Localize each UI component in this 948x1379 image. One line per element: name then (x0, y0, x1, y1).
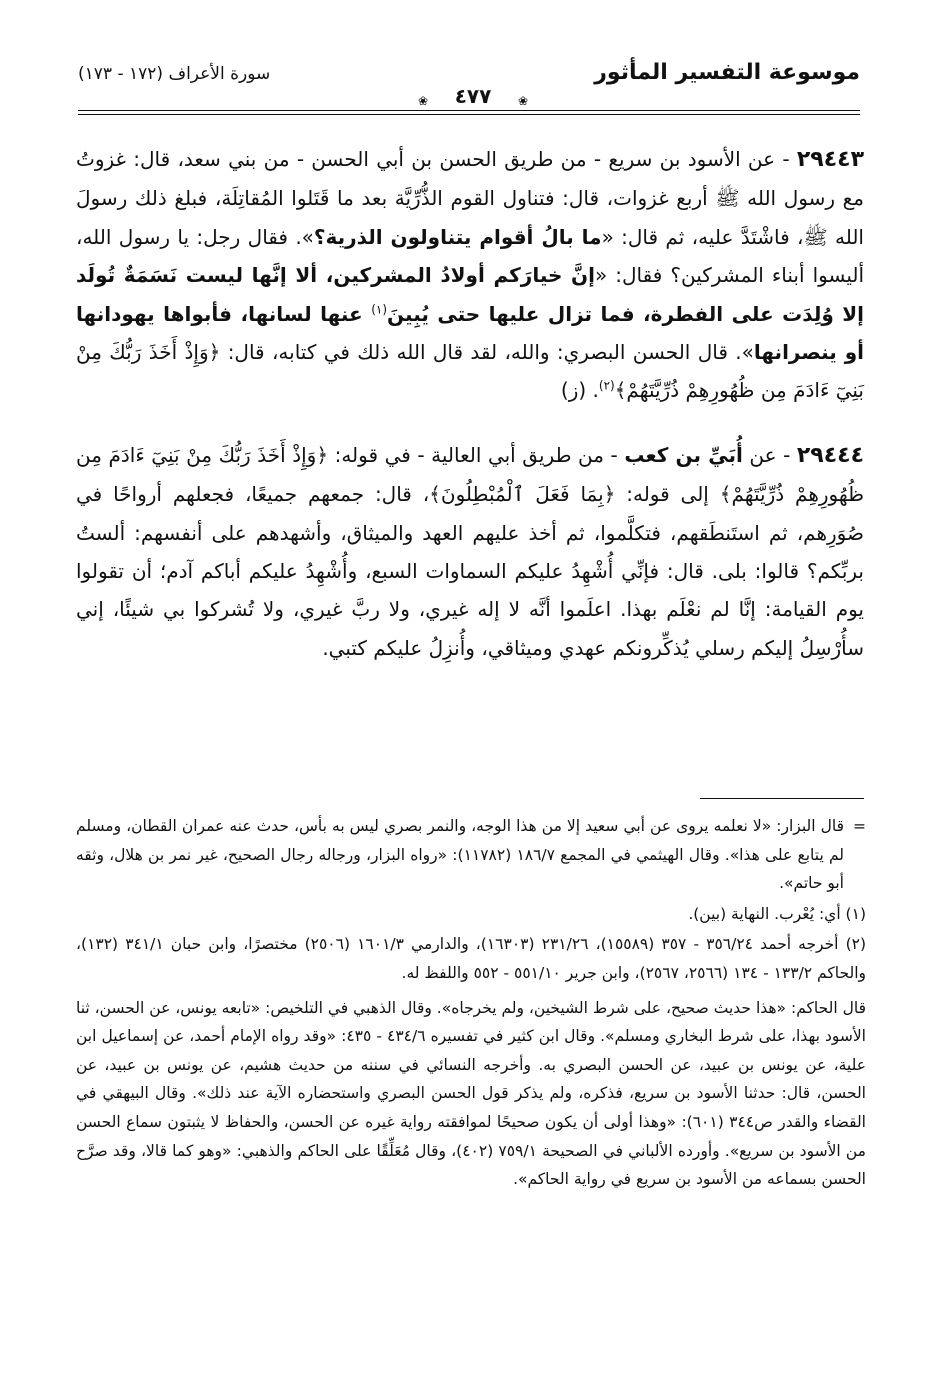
footnote-1: (١) أي: يُعْرب. النهاية (بين). (688, 904, 866, 923)
footnote-2-commentary: قال الحاكم: «هذا حديث صحيح، على شرط الشيخين، ولم يخرجاه». وقال الذهبي في التلخيص: «تابعه يونس، عن الحسن، ثنا الأسود بهذا، على شرط البخاري ومسلم». وقال ابن كثير في تفسيره ٤٣٤/٦ - ٤٣٥: «وقد رواه الإمام أحمد، عن إسماعيل ابن علية، عن يونس بن عبيد، عن الحسن البصري به. وأخرجه النسائي في سننه من حديث هشيم، عن يونس بن عبيد، عن الحسن، قال: حدثنا الأسود بن سريع، فذكره، ولم يذكر قول الحسن البصري واستحضاره الآية عند ذلك». وقال البيهقي في القضاء والقدر ص٣٤٤ (٦٠١): «وهذا أولى أن يكون صحيحًا لموافقته رواية غيره عن الحسن، والحفاظ لا يثبتون سماع الحسن من الأسود بن سريع». وأورده الألباني في الصحيحة ٧٥٩/١ (٤٠٢)، وقال مُعَلِّقًا على الحاكم والذهبي: «وهو كما قالا، وقد صرَّح الحسن بسماعه من الأسود بن سريع في رواية الحاكم». (76, 998, 866, 1189)
main-text (76, 140, 864, 667)
ornament-right-icon: ❀ (518, 94, 529, 108)
footnote-continuation-text: قال البزار: «لا نعلمه يروى عن أبي سعيد إلا من هذا الوجه، والنمر بصري ليس به بأس، حدث عنه عمران القطان، ومسلم لم يتابع على هذا». وقال الهيثمي في المجمع ١٨٦/٧ (١١٧٨٢): «رواه البزار، ورجاله رجال الصحيح، غير نمر بن هلال، وثقه أبو حاتم». (76, 817, 844, 893)
header-rule (78, 110, 860, 111)
text-segment: ». قال الحسن البصري: والله، لقد قال الله ذلك في كتابه، قال: ﴿وَإِذْ أَخَذَ رَبُّكَ مِنْ بَنِيٓ ءَادَمَ مِن ظُهُورِهِمْ ذُرِّيَّتَهُمْ﴾ (76, 340, 864, 403)
running-header (78, 52, 860, 106)
surah-reference: سورة الأعراف (١٧٢ - ١٧٣) (78, 64, 271, 84)
text-segment: - من طريق أبي العالية - في قوله: ﴿وَإِذْ أَخَذَ رَبُّكَ مِنْ بَنِيٓ ءَادَمَ مِن ظُهُورِهِمْ ذُرِّيَّتَهُمْ﴾ إلى قوله: ﴿بِمَا فَعَلَ ٱلْمُبْطِلُونَ﴾، قال: جمعهم جميعًا، فجعلهم أرواحًا في صُوَرِهم، ثم استَنطَقهم، فتكلَّموا، ثم أخذ عليهم العهد والميثاق، وأشهدهم على أنفسهم: ألستُ بربِّكم؟ قالوا: بلى. قال: فإنِّي أُشْهِدُ عليكم السماوات السبع، وأُشْهِدُ عليكم أباكم آدم؛ أن تقولوا يوم القيامة: إنَّا لم نعْلَم بهذا. اعلَموا أنَّه لا إله غيري، ولا ربَّ غيري، ولا تُشركوا بي شيئًا، إني سأُرْسِلُ إليكم رسلي يُذكِّرونكم عهدي وميثاقي، وأُنزِلُ عليكم كتبي. (76, 442, 864, 660)
text-segment: ». فقال رجل: يا رسول الله، أليسوا أبناء المشركين؟ فقال: « (76, 224, 864, 288)
entry-number: ٢٩٤٤٤ (796, 442, 864, 468)
hadith-text: ما بالُ أقوام يتناولون الذرية؟ (313, 224, 602, 249)
text-segment: - عن (742, 442, 797, 467)
page-number: ٤٧٧ (454, 84, 492, 108)
hadith-text: إنَّ خيارَكم أولادُ المشركين، ألا إنَّها ليست نَسَمَةٌ تُولَد إلا وُلِدَت على الفطرة، فما تزال عليها حتى يُبِينَ (76, 263, 865, 326)
continuation-mark: = (853, 817, 866, 835)
book-title: موسوعة التفسير المأثور (594, 60, 860, 85)
entry-29444 (76, 436, 864, 667)
entry-29443 (76, 140, 864, 410)
footnote-ref[interactable]: (١) (371, 301, 388, 316)
entry-text (76, 443, 864, 660)
header-rule-thin (78, 114, 860, 115)
hadith-text: عنها لسانها، فأبواها يهودانها أو ينصرانها (76, 301, 864, 365)
footnotes (76, 812, 866, 1194)
footnote-continuation (76, 812, 866, 898)
hadith-text: أُبَيِّ بن كعب (624, 442, 743, 467)
ornament-left-icon: ❀ (418, 94, 429, 108)
footnote-ref[interactable]: (٢) (598, 378, 615, 393)
footnote-2: (٢) أخرجه أحمد ٣٥٦/٢٤ - ٣٥٧ (١٥٥٨٩)، ٢٣١/٢٦ (١٦٣٠٣)، والدارمي ١٦٠١/٣ (٢٥٠٦) مختصرًا، وابن حبان ٣٤١/١ (١٣٢)، والحاكم ١٣٣/٢ - ١٣٤ (٢٥٦٦، ٢٥٦٧)، وابن جرير ٥٥١/١٠ - ٥٥٢ واللفظ له. (76, 935, 867, 982)
entry-number: ٢٩٤٤٣ (796, 147, 864, 172)
text-segment: . (ز) (560, 378, 599, 403)
footnote-separator (700, 798, 864, 799)
entry-text (76, 147, 864, 402)
text-segment: - عن الأسود بن سريع - من طريق الحسن بن أبي الحسن - من بني سعد، قال: غزوتُ مع رسول الله ﷺ أربع غزوات، قال: فتناول القوم الذُّرِّيَّة بعد ما قَتَلوا المُقاتِلَة، فبلغ ذلك رسولَ الله ﷺ، فاشْتَدَّ عليه، ثم قال: « (76, 147, 864, 249)
